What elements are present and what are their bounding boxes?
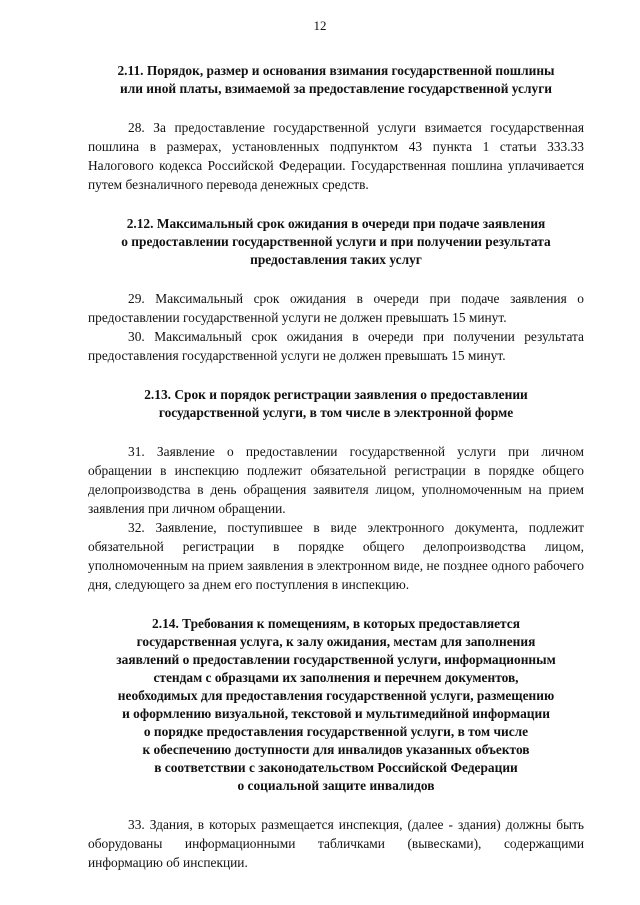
heading-line: в соответствии с законодательством Российской Федерации [154,760,518,775]
heading-line: 2.12. Максимальный срок ожидания в очереди при подаче заявления [126,216,546,231]
paragraph-29: 29. Максимальный срок ожидания в очереди при подаче заявления о предоставлении государственной услуги не должен превышать 15 минут. [88,291,584,325]
heading-line: государственной услуги, в том числе в электронной форме [158,405,514,420]
section-2-13 [88,386,584,594]
heading-line: о порядке предоставления государственной услуги, в том числе [143,724,529,739]
heading-line: 2.13. Срок и порядок регистрации заявления о предоставлении [144,387,528,402]
section-2-12 [88,215,584,365]
section-heading [88,62,584,98]
paragraph-32: 32. Заявление, поступившее в виде электронного документа, подлежит обязательной регистрации в порядке общего делопроизводства лицом, уполномоченным на прием заявления в электронном виде, не позднее одного рабочего дня, следующего за днем его поступления в инспекцию. [88,520,584,592]
heading-line: о предоставлении государственной услуги и при получении результата [121,234,551,249]
section-2-11 [88,62,584,194]
paragraph-31: 31. Заявление о предоставлении государственной услуги при личном обращении в инспекцию подлежит обязательной регистрации в порядке общего делопроизводства в день обращения заявителя лицом, уполномоченным на прием заявления при личном обращении. [88,444,584,516]
heading-line: 2.14. Требования к помещениям, в которых предоставляется [152,616,520,631]
paragraph-33: 33. Здания, в которых размещается инспекция, (далее - здания) должны быть оборудованы информационными табличками (вывесками), содержащими информацию об инспекции. [88,817,584,870]
heading-line: о социальной защите инвалидов [237,778,435,793]
section-heading [88,215,584,269]
section-heading [88,615,584,795]
page-number: 12 [313,18,327,33]
heading-line: необходимых для предоставления государственной услуги, размещению [117,688,555,703]
heading-line: к обеспечению доступности для инвалидов указанных объектов [142,742,530,757]
section-2-14 [88,615,584,872]
heading-line: и оформлению визуальной, текстовой и мультимедийной информации [122,706,550,721]
document-body [88,62,584,872]
paragraph-30: 30. Максимальный срок ожидания в очереди при получении результата предоставления государственной услуги не должен превышать 15 минут. [88,329,584,363]
heading-line: или иной платы, взимаемой за предоставление государственной услуги [119,81,552,96]
paragraph-28: 28. За предоставление государственной услуги взимается государственная пошлина в размерах, установленных подпунктом 43 пункта 1 статьи 333.33 Налогового кодекса Российской Федерации. Государственная пошлина уплачивается путем безналичного перевода денежных средств. [88,120,584,192]
heading-line: заявлений о предоставлении государственной услуги, информационным [116,652,556,667]
heading-line: стендам с образцами их заполнения и перечнем документов, [153,670,519,685]
section-heading [88,386,584,422]
heading-line: государственная услуга, к залу ожидания, местам для заполнения [136,634,536,649]
heading-line: 2.11. Порядок, размер и основания взимания государственной пошлины [117,63,555,78]
heading-line: предоставления таких услуг [250,252,422,267]
